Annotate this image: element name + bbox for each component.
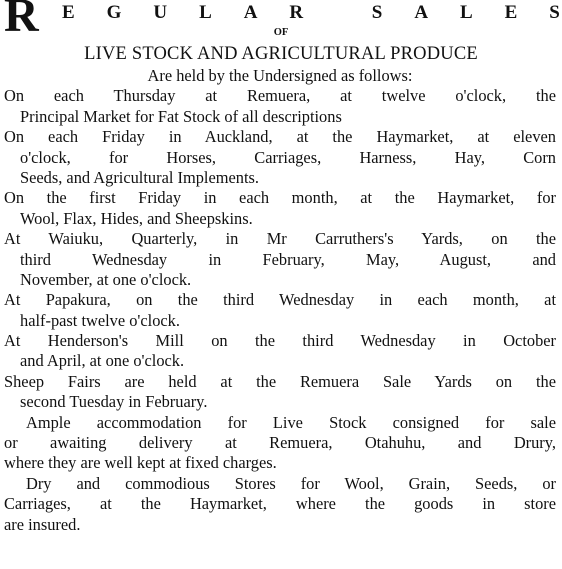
headline-letter: A xyxy=(243,2,258,23)
headline xyxy=(0,0,562,42)
headline-gap xyxy=(335,2,340,24)
headline-letter: A xyxy=(414,2,429,23)
body-line: November, at one o'clock. xyxy=(20,269,192,289)
subheading: LIVE STOCK AND AGRICULTURAL PRODUCE xyxy=(84,44,478,64)
body-line: Sheep Fairs are held at the Remuera Sale Yards on the xyxy=(4,371,556,391)
body-line: At Waiuku, Quarterly, in Mr Carruthers's Yards, on the xyxy=(4,229,556,249)
body-line: o'clock, for Horses, Carriages, Harness, Hay, Corn xyxy=(20,147,556,167)
headline-letter: S xyxy=(549,2,560,23)
headline-of: OF xyxy=(273,27,289,38)
headline-letter: E xyxy=(504,2,518,23)
body-line: are insured. xyxy=(4,514,81,534)
body-line: On each Thursday at Remuera, at twelve o'clock, the xyxy=(4,86,556,106)
intro-line: Are held by the Undersigned as follows: xyxy=(147,66,413,85)
headline-letter: L xyxy=(460,2,473,23)
headline-letter: E xyxy=(62,2,75,23)
body-line: At Papakura, on the third Wednesday in each month, at xyxy=(4,290,556,310)
body-line: Principal Market for Fat Stock of all descriptions xyxy=(20,106,342,126)
body-line: Seeds, and Agricultural Implements. xyxy=(20,167,259,187)
body-line: third Wednesday in February, May, August, and xyxy=(20,249,556,269)
body-line: Dry and commodious Stores for Wool, Grain, Seeds, or xyxy=(26,473,556,493)
body-line: second Tuesday in February. xyxy=(20,392,208,412)
body-line: On the first Friday in each month, at the Haymarket, for xyxy=(4,188,556,208)
body-line: At Henderson's Mill on the third Wednesday in October xyxy=(4,331,556,351)
body-line: half-past twelve o'clock. xyxy=(20,310,180,330)
body-line: or awaiting delivery at Remuera, Otahuhu, and Drury, xyxy=(4,433,556,453)
headline-letter: G xyxy=(106,2,122,23)
headline-letter: L xyxy=(199,2,212,23)
body-text xyxy=(4,66,556,535)
body-line: On each Friday in Auckland, at the Haymarket, at eleven xyxy=(4,127,556,147)
headline-letter: U xyxy=(153,2,168,23)
body-line: Ample accommodation for Live Stock consigned for sale xyxy=(26,412,556,432)
body-line: and April, at one o'clock. xyxy=(20,351,185,371)
headline-drop-cap: R xyxy=(4,0,39,42)
body-line: Wool, Flax, Hides, and Sheepskins. xyxy=(20,208,253,228)
headline-letters xyxy=(62,2,560,24)
headline-letter: S xyxy=(371,2,383,23)
body-line: where they are well kept at fixed charges. xyxy=(4,453,277,473)
body-line: Carriages, at the Haymarket, where the goods in store xyxy=(4,494,556,514)
headline-letter: R xyxy=(289,2,304,23)
